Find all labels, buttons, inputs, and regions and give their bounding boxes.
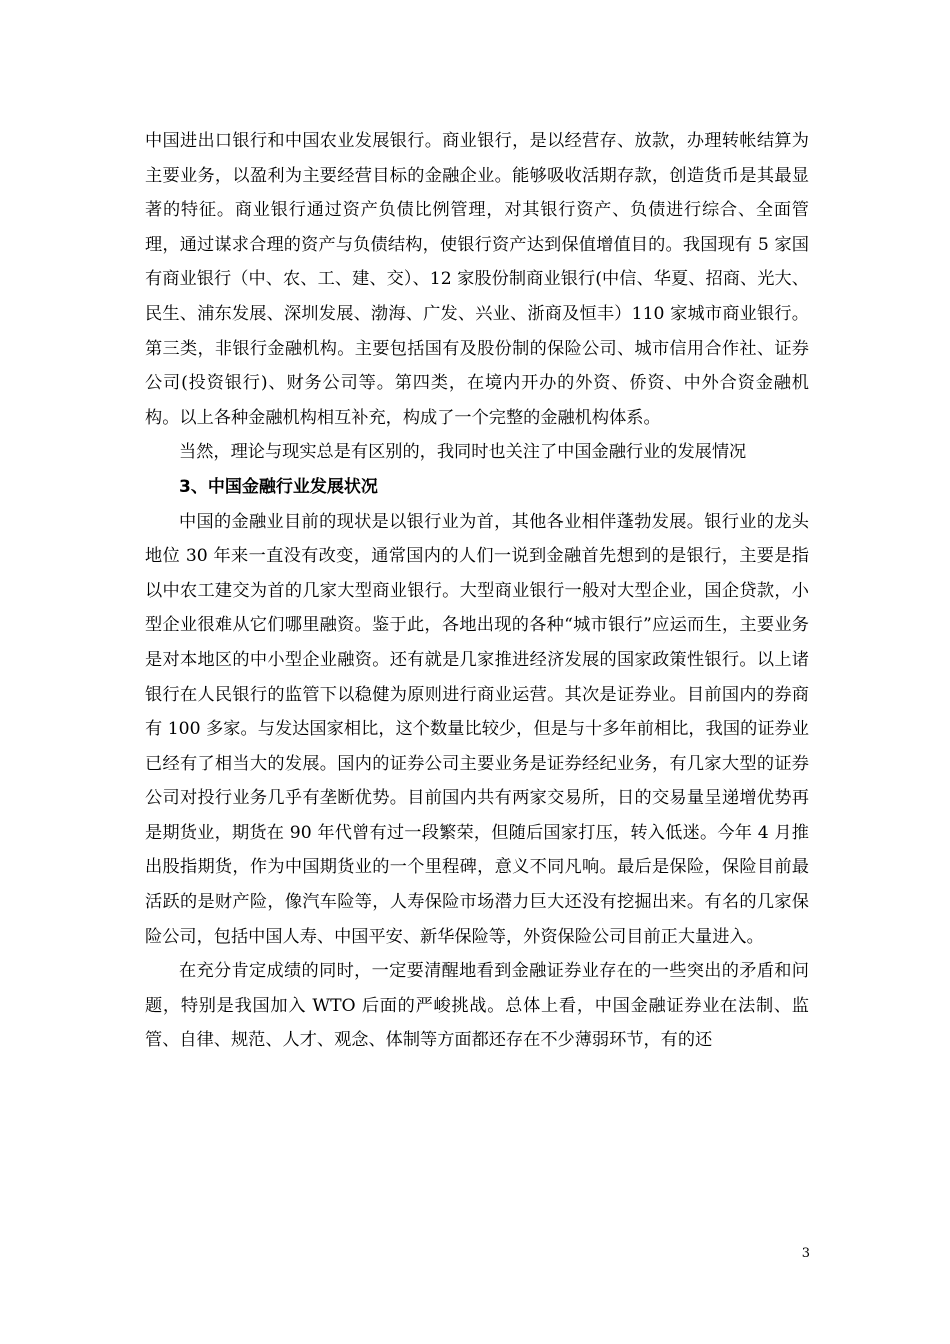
paragraph-industry-status: 中国的金融业目前的现状是以银行业为首，其他各业相伴蓬勃发展。银行业的龙头地位 30 年来一直没有改变，通常国内的人们一说到金融首先想到的是银行，主要是指以中农工建交为首的几家大型商业银行。大型商业银行一般对大型企业，国企贷款，小型企业很难从它们哪里融资。鉴于此，各地出现的各种“城市银行”应运而生，主要业务是对本地区的中小型企业融资。还有就是几家推进经济发展的国家政策性银行。以上诸银行在人民银行的监管下以稳健为原则进行商业运营。其次是证券业。目前国内的券商有 100 多家。与发达国家相比，这个数量比较少，但是与十多年前相比，我国的证券业已经有了相当大的发展。国内的证券公司主要业务是证券经纪业务，有几家大型的证券公司对投行业务几乎有垄断优势。目前国内共有两家交易所，日的交易量呈递增优势再是期货业，期货在 90 年代曾有过一段繁荣，但随后国家打压，转入低迷。今年 4 月推出股指期货，作为中国期货业的一个里程碑，意义不同凡响。最后是保险，保险目前最活跃的是财产险，像汽车险等，人寿保险市场潜力巨大还没有挖掘出来。有名的几家保险公司，包括中国人寿、中国平安、新华保险等，外资保险公司目前正大量进入。 <box>145 511 809 947</box>
section-heading: 3、中国金融行业发展状况 <box>179 476 378 497</box>
document-body <box>145 124 809 1058</box>
paragraph-theory-vs-reality: 当然，理论与现实总是有区别的，我同时也关注了中国金融行业的发展情况 <box>179 442 747 463</box>
paragraph-challenges: 在充分肯定成绩的同时，一定要清醒地看到金融证券业存在的一些突出的矛盾和问题，特别是我国加入 WTO 后面的严峻挑战。总体上看，中国金融证券业在法制、监管、自律、规范、人才、观念、体制等方面都还存在不少薄弱环节，有的还 <box>145 961 809 1051</box>
page-number: 3 <box>801 1246 810 1261</box>
paragraph-financial-institutions: 中国进出口银行和中国农业发展银行。商业银行，是以经营存、放款，办理转帐结算为主要业务，以盈利为主要经营目标的金融企业。能够吸收活期存款，创造货币是其最显著的特征。商业银行通过资产负债比例管理，对其银行资产、负债进行综合、全面管理，通过谋求合理的资产与负债结构，使银行资产达到保值增值目的。我国现有 5 家国有商业银行（中、农、工、建、交）、12 家股份制商业银行(中信、华夏、招商、光大、民生、浦东发展、深圳发展、渤海、广发、兴业、浙商及恒丰）110 家城市商业银行。第三类，非银行金融机构。主要包括国有及股份制的保险公司、城市信用合作社、证券公司(投资银行)、财务公司等。第四类，在境内开办的外资、侨资、中外合资金融机构。以上各种金融机构相互补充，构成了一个完整的金融机构体系。 <box>145 131 809 428</box>
